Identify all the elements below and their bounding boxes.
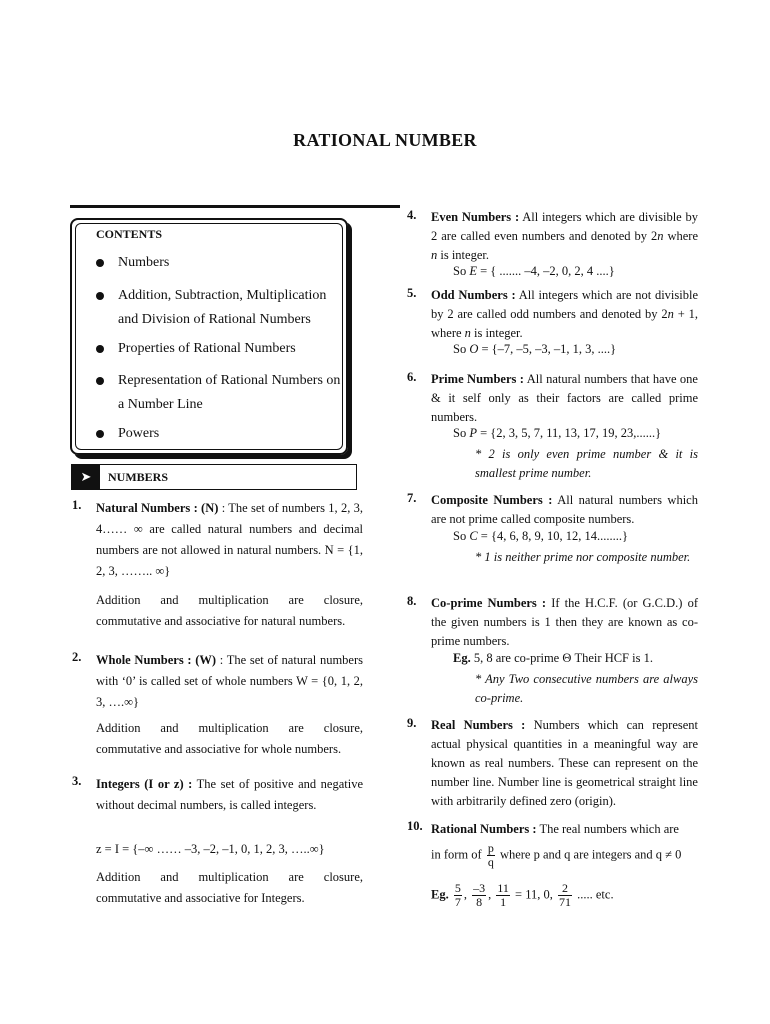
prime-set [453, 426, 661, 441]
contents-item [96, 422, 346, 446]
contents-item [96, 337, 346, 361]
item-term: Real Numbers : [431, 718, 526, 732]
rational-form [431, 842, 701, 869]
item-text: The real numbers which are [536, 822, 679, 836]
item-integers [96, 774, 363, 816]
item-even-numbers [431, 208, 698, 265]
fraction-denominator: 71 [559, 895, 571, 909]
rational-example: Eg. $\frac{5}{7}$ , $\frac{-3}{8}$ , $\frac{11}{1}$ = 11, 0, $\frac{2}{71}$ ..... etc. [431, 881, 614, 909]
example-text: = 11, 0, [515, 887, 553, 902]
item-number: 1. [72, 498, 82, 512]
fraction [472, 882, 486, 909]
bullet-icon [96, 345, 104, 353]
set-values: = { ....... –4, –2, 0, 2, 4 ....} [476, 264, 615, 278]
section-heading-bar [71, 464, 357, 490]
section-heading: NUMBERS [108, 470, 169, 484]
item-coprime-numbers [431, 594, 698, 651]
item-number: 7. [407, 491, 417, 505]
item-note: * 1 is neither prime nor composite number. [475, 550, 691, 564]
item-number: 8. [407, 594, 417, 608]
fraction [496, 882, 510, 909]
item-number: 4. [407, 208, 417, 222]
odd-set [453, 342, 616, 357]
item-natural-numbers [96, 498, 363, 582]
contents-item-label: Properties of Rational Numbers [118, 341, 296, 356]
fraction-denominator: 8 [476, 895, 483, 909]
example-label: Eg. [453, 651, 471, 665]
coprime-example [453, 651, 653, 666]
item-text: All natural numbers which are not prime called composite numbers. [431, 493, 698, 526]
item-text: : The set of natural numbers with ‘0’ is called set of whole numbers W = {0, 1, 2, 3, ….∞} [96, 653, 364, 709]
item-variable: n [657, 229, 664, 243]
example-text: 5, 8 are co-prime Θ Their HCF is 1. [470, 651, 653, 665]
item-text: is integer. [437, 248, 489, 262]
arrow-icon: ➤ [72, 465, 100, 489]
item-variable: n [464, 326, 471, 340]
form-text: where p and q are integers and q ≠ 0 [499, 847, 682, 862]
item-number: 5. [407, 286, 417, 300]
set-variable: C [469, 529, 478, 543]
even-set [453, 264, 615, 279]
item-term: Natural Numbers : (N) [96, 501, 219, 515]
item-real-numbers [431, 716, 698, 811]
bullet-icon [96, 377, 104, 385]
item-note: * 2 is only even prime number & it is smallest prime number. [475, 447, 698, 480]
item-term: Prime Numbers : [431, 372, 524, 386]
contents-item [96, 251, 346, 275]
bullet-icon [96, 259, 104, 267]
item-term: Whole Numbers : (W) [96, 653, 217, 667]
set-variable: O [469, 342, 479, 356]
item-number: 6. [407, 370, 417, 384]
set-values: = {–7, –5, –3, –1, 1, 3, ....} [478, 342, 617, 356]
set-values: = {4, 6, 8, 9, 10, 12, 14........} [477, 529, 628, 543]
contents-item-label: Addition, Subtraction, Multiplication and Division of Rational Numbers [118, 288, 327, 327]
item-text: : The set of numbers 1, 2, 3, 4…… ∞ are called natural numbers and decimal numbers are not allowed in natural numbers. N = {1, 2, 3, …….. ∞} [96, 501, 364, 578]
set-prefix: So [453, 342, 470, 356]
example-label: Eg. [431, 887, 449, 902]
fraction [454, 882, 462, 909]
item-note: Addition and multiplication are closure, commutative and associative for natural numbers. [96, 593, 363, 628]
item-text: is integer. [470, 326, 523, 340]
item-text: All natural numbers that have one & it self only as their factors are called prime numbers. [431, 372, 698, 424]
contents-item-label: Numbers [118, 255, 170, 270]
fraction-numerator: 5 [454, 881, 461, 895]
item-variable: n [667, 307, 674, 321]
item-text: If the H.C.F. (or G.C.D.) of the given numbers is 1 then they are known as co-prime numbers. [431, 596, 698, 648]
contents-item [96, 369, 346, 417]
composite-set [453, 529, 628, 544]
item-term: Even Numbers : [431, 210, 520, 224]
contents-item-label: Representation of Rational Numbers on a Number Line [118, 373, 341, 412]
title-rule [70, 205, 400, 208]
item-number: 3. [72, 774, 82, 788]
contents-item [96, 284, 346, 332]
item-text: Numbers which can represent actual physical quantities in a meaningful way are known as real numbers. These can represent on the number line. Number line is geometrical straight line with arbitrarily defined zero (origin). [431, 718, 699, 808]
page-title: RATIONAL NUMBER [293, 130, 477, 150]
item-term: Composite Numbers : [431, 493, 553, 507]
fraction-denominator: 1 [500, 895, 507, 909]
item-text: All integers which are not divisible by 2 are called odd numbers and denoted by 2 [431, 288, 699, 321]
item-number: 2. [72, 650, 82, 664]
set-prefix: So [453, 426, 470, 440]
item-whole-numbers [96, 650, 363, 713]
set-variable: P [469, 426, 477, 440]
integer-set: z = I = {–∞ …… –3, –2, –1, 0, 1, 2, 3, …..∞} [96, 842, 325, 856]
form-text: in form of [431, 847, 482, 862]
example-text: ..... etc. [577, 887, 614, 902]
item-rational-numbers [431, 819, 698, 840]
contents-item-label: Powers [118, 426, 160, 441]
item-text: The set of positive and negative without decimal numbers, is called integers. [96, 777, 363, 812]
item-variable: n [431, 248, 438, 262]
item-text: All integers which are divisible by 2 are called even numbers and denoted by 2 [431, 210, 698, 243]
fraction-denominator: q [487, 855, 494, 869]
fraction-denominator: 7 [454, 895, 461, 909]
fraction-numerator: 11 [497, 881, 509, 895]
item-number: 10. [407, 819, 423, 833]
fraction-numerator: 2 [558, 882, 572, 896]
set-prefix: So [453, 529, 470, 543]
item-note: Addition and multiplication are closure, commutative and associative for whole numbers. [96, 721, 363, 756]
item-note: * Any Two consecutive numbers are always co-prime. [475, 672, 698, 705]
fraction-numerator: p [487, 841, 494, 855]
item-text: + 1, where [431, 307, 698, 340]
fraction-numerator: –3 [473, 881, 486, 895]
fraction-p-over-q [487, 842, 495, 869]
set-values: = {2, 3, 5, 7, 11, 13, 17, 19, 23,......} [476, 426, 662, 440]
item-prime-numbers [431, 370, 698, 427]
item-term: Co-prime Numbers : [431, 596, 547, 610]
item-note: Addition and multiplication are closure, commutative and associative for Integers. [96, 870, 363, 905]
bullet-icon [96, 292, 104, 300]
fraction [558, 882, 572, 909]
set-prefix: So [453, 264, 470, 278]
set-variable: E [469, 264, 477, 278]
item-term: Odd Numbers : [431, 288, 516, 302]
item-number: 9. [407, 716, 417, 730]
item-term: Integers (I or z) : [96, 777, 193, 791]
contents-heading: CONTENTS [96, 227, 163, 241]
item-term: Rational Numbers : [431, 822, 537, 836]
item-odd-numbers [431, 286, 698, 343]
item-composite-numbers [431, 491, 698, 529]
bullet-icon [96, 430, 104, 438]
item-text: where [663, 229, 698, 243]
